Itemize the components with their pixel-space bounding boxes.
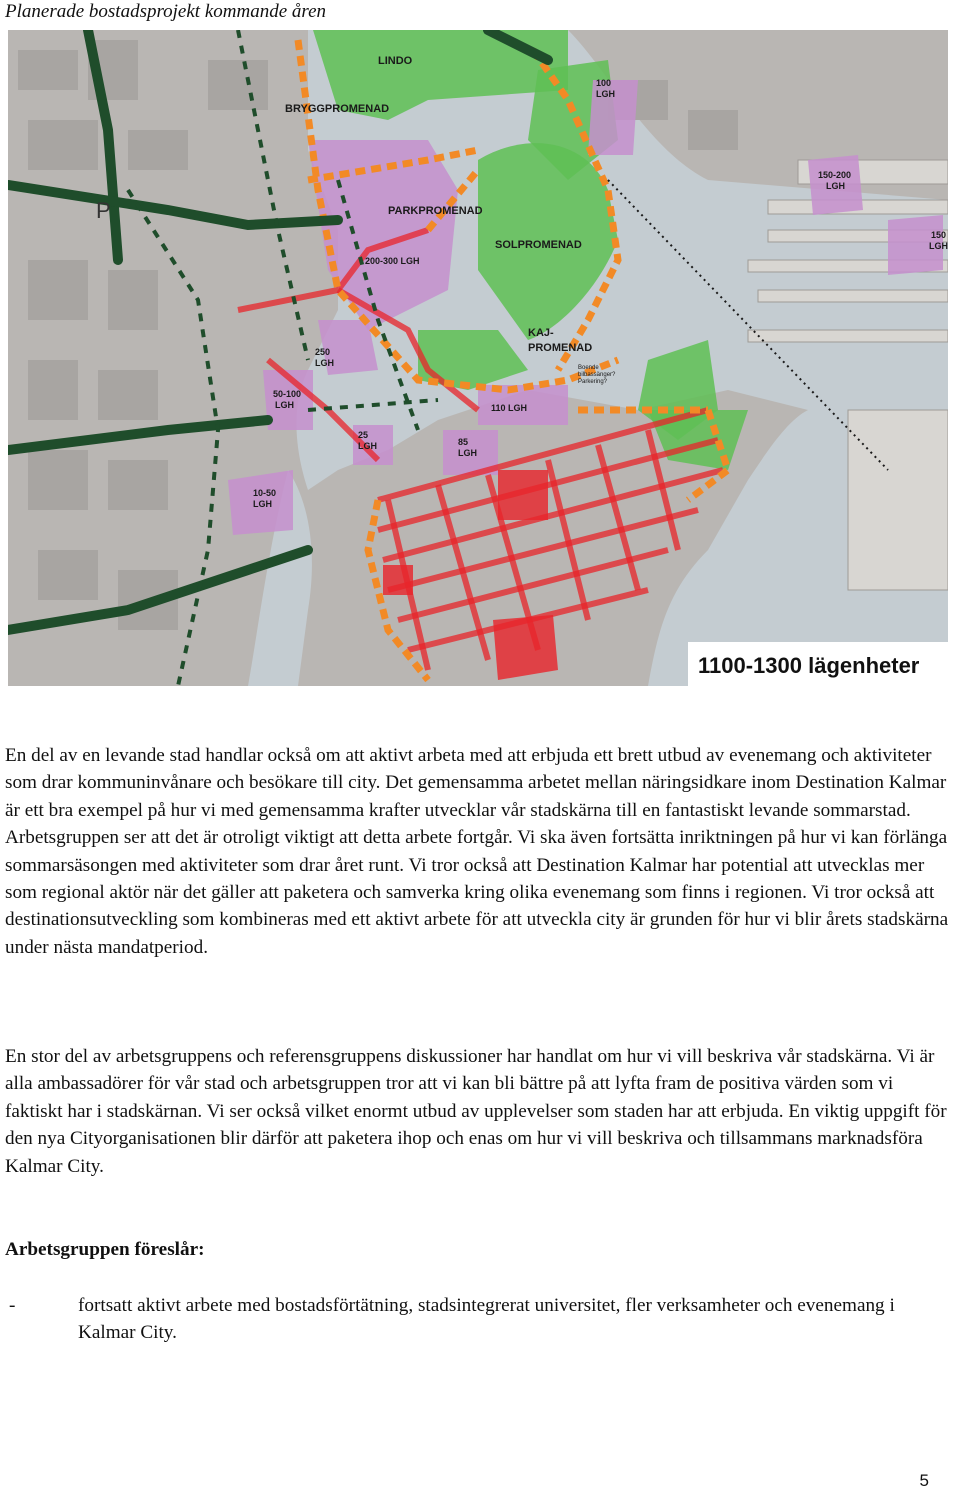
map-svg xyxy=(8,30,948,686)
lgh-150-200-unit: LGH xyxy=(826,181,845,191)
lgh-100-unit: LGH xyxy=(596,89,615,99)
lgh-85-unit: LGH xyxy=(458,448,477,458)
parking-marker: P xyxy=(96,198,111,223)
lgh-150-200-num: 150-200 xyxy=(818,170,852,180)
lgh-200-300: 200-300 LGH xyxy=(365,256,420,266)
list-item-text: fortsatt aktivt arbete med bostadsförtätning, stadsintegrerat universitet, fler verksamheter och evenemang i Kalmar City. xyxy=(78,1295,895,1344)
lgh-100-num: 100 xyxy=(596,78,612,88)
label-kaj: KAJ- xyxy=(528,327,554,339)
lgh-150-num: 150 xyxy=(931,230,947,240)
paragraph-events: En del av en levande stad handlar också om att aktivt arbeta med att erbjuda ett brett utbud av evenemang och aktiviteter som drar kommuninvånare och besökare till city. Det gemensamma arbetet mellan näringsidkare inom Destination Kalmar är ett bra exempel på hur vi med gemensamma krafter utvecklar vår stadskärna till en fantastiskt levande sommarstad. Arbetsgruppen ser att det är otroligt viktigt att detta arbete fortgår. Vi ska även fortsätta inriktningen på hur vi kan förlänga sommarsäsongen med aktiviteter som drar året runt. Vi tror också att Destination Kalmar har potential att utvecklas mer som regional aktör när det gäller att paketera och samverka kring olika evenemang som finns i regionen. Vi tror också att destinationsutveckling som kombineras med ett aktivt arbete för att utveckla city är grunden för hur vi blir årets stadskärna under nästa mandatperiod. xyxy=(5,745,949,958)
list-dash: - xyxy=(9,1295,16,1316)
lgh-85-num: 85 xyxy=(458,437,469,447)
label-promenad: PROMENAD xyxy=(528,342,593,354)
lgh-250-num: 250 xyxy=(315,347,331,357)
lgh-110: 110 LGH xyxy=(491,403,528,413)
note-line-2: bilbassänger? xyxy=(578,372,616,378)
lgh-150-unit: LGH xyxy=(929,241,948,251)
lgh-50-100-num: 50-100 xyxy=(273,389,302,399)
proposal-list xyxy=(5,1292,950,1347)
lgh-50-100-unit: LGH xyxy=(275,400,294,410)
label-parkpromenad: PARKPROMENAD xyxy=(388,205,483,217)
note-line-1: Boende xyxy=(578,365,599,371)
map-title: 1100-1300 lägenheter xyxy=(698,653,920,678)
lgh-10-50-unit: LGH xyxy=(253,499,272,509)
list-item xyxy=(5,1292,950,1347)
lgh-250-unit: LGH xyxy=(315,358,334,368)
city-plan-map xyxy=(8,30,948,686)
lgh-10-50-num: 10-50 xyxy=(253,488,277,498)
label-solpromenad: SOLPROMENAD xyxy=(495,239,582,251)
proposal-heading: Arbetsgruppen föreslår: xyxy=(5,1239,205,1260)
page-number: 5 xyxy=(919,1471,929,1490)
figure-caption: Planerade bostadsprojekt kommande åren xyxy=(5,1,327,22)
paragraph-identity: En stor del av arbetsgruppens och referensgruppens diskussioner har handlat om hur vi vill beskriva vår stadskärna. Vi är alla ambassadörer för vår stad och arbetsgruppen tror att vi kan bli bättre på att lyfta fram de positiva värden som vi faktiskt har i stadskärnan. Vi ser också vilket enormt utbud av upplevelser som staden har att erbjuda. En viktig uppgift för den nya Cityorganisationen blir därför att paketera ihop och enas om hur vi vill beskriva och tillsammans marknadsföra Kalmar City. xyxy=(5,1046,947,1177)
lgh-25-num: 25 xyxy=(358,430,369,440)
lgh-25-unit: LGH xyxy=(358,441,377,451)
label-bryggpromenad: BRYGGPROMENAD xyxy=(285,103,390,115)
label-lindo: LINDO xyxy=(378,55,413,67)
note-line-3: Parkering? xyxy=(578,379,608,385)
